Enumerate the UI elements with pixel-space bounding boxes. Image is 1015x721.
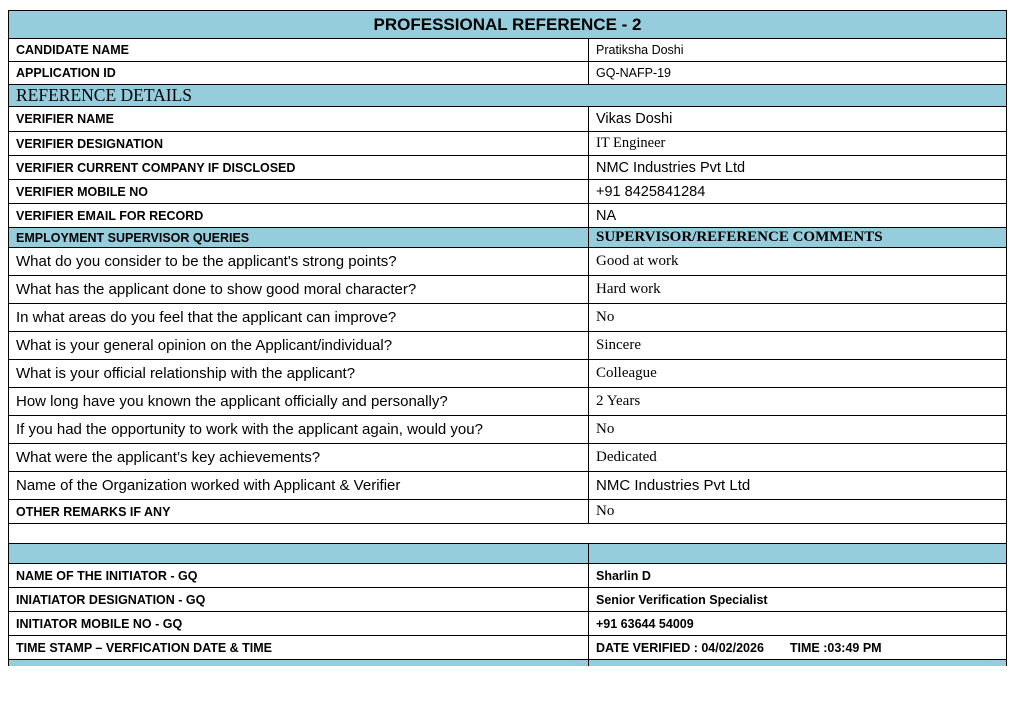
initiator-designation-value: Senior Verification Specialist xyxy=(589,588,1007,612)
candidate-name-value: Pratiksha Doshi xyxy=(589,39,1007,62)
query-question: What were the applicant’s key achievements? xyxy=(9,444,589,472)
query-answer: Hard work xyxy=(589,276,1007,304)
query-answer: No xyxy=(589,304,1007,332)
spacer-row xyxy=(9,524,1007,544)
form-title: PROFESSIONAL REFERENCE - 2 xyxy=(9,11,1007,39)
query-question: In what areas do you feel that the applicant can improve? xyxy=(9,304,589,332)
timestamp-value xyxy=(589,636,1007,660)
application-id-label: APPLICATION ID xyxy=(9,62,589,85)
queries-heading: EMPLOYMENT SUPERVISOR QUERIES xyxy=(9,228,589,248)
query-answer: Dedicated xyxy=(589,444,1007,472)
query-question: What do you consider to be the applicant's strong points? xyxy=(9,248,589,276)
verifier-designation-label: VERIFIER DESIGNATION xyxy=(9,132,589,156)
timestamp-label: TIME STAMP – VERFICATION DATE & TIME xyxy=(9,636,589,660)
date-verified: DATE VERIFIED : 04/02/2026 xyxy=(596,640,764,655)
time-verified: TIME :03:49 PM xyxy=(789,640,882,655)
verifier-email-label: VERIFIER EMAIL FOR RECORD xyxy=(9,204,589,228)
query-question: How long have you known the applicant officially and personally? xyxy=(9,388,589,416)
initiator-mobile-value: +91 63644 54009 xyxy=(589,612,1007,636)
verifier-name-label: VERIFIER NAME xyxy=(9,107,589,132)
query-question: What has the applicant done to show good moral character? xyxy=(9,276,589,304)
initiator-name-label: NAME OF THE INITIATOR - GQ xyxy=(9,564,589,588)
application-id-value: GQ-NAFP-19 xyxy=(589,62,1007,85)
reference-form xyxy=(8,10,1007,666)
footer-band-left xyxy=(9,660,589,667)
initiator-name-value: Sharlin D xyxy=(589,564,1007,588)
other-remarks-label: OTHER REMARKS IF ANY xyxy=(9,500,589,524)
initiator-mobile-label: INITIATOR MOBILE NO - GQ xyxy=(9,612,589,636)
initiator-designation-label: INIATIATOR DESIGNATION - GQ xyxy=(9,588,589,612)
comments-heading: SUPERVISOR/REFERENCE COMMENTS xyxy=(589,228,1007,248)
reference-details-heading: REFERENCE DETAILS xyxy=(9,85,1007,107)
query-answer: Sincere xyxy=(589,332,1007,360)
verifier-company-label: VERIFIER CURRENT COMPANY IF DISCLOSED xyxy=(9,156,589,180)
initiator-band-right xyxy=(589,544,1007,564)
query-answer: Colleague xyxy=(589,360,1007,388)
query-answer: No xyxy=(589,416,1007,444)
verifier-mobile-value: +91 8425841284 xyxy=(589,180,1007,204)
verifier-email-value: NA xyxy=(589,204,1007,228)
verifier-name-value: Vikas Doshi xyxy=(589,107,1007,132)
query-answer: 2 Years xyxy=(589,388,1007,416)
query-question: Name of the Organization worked with Applicant & Verifier xyxy=(9,472,589,500)
query-answer: Good at work xyxy=(589,248,1007,276)
query-question: What is your general opinion on the Applicant/individual? xyxy=(9,332,589,360)
verifier-company-value: NMC Industries Pvt Ltd xyxy=(589,156,1007,180)
other-remarks-value: No xyxy=(589,500,1007,524)
query-answer: NMC Industries Pvt Ltd xyxy=(589,472,1007,500)
verifier-designation-value: IT Engineer xyxy=(589,132,1007,156)
initiator-band-left xyxy=(9,544,589,564)
footer-band-right xyxy=(589,660,1007,667)
query-question: What is your official relationship with the applicant? xyxy=(9,360,589,388)
candidate-name-label: CANDIDATE NAME xyxy=(9,39,589,62)
query-question: If you had the opportunity to work with the applicant again, would you? xyxy=(9,416,589,444)
verifier-mobile-label: VERIFIER MOBILE NO xyxy=(9,180,589,204)
